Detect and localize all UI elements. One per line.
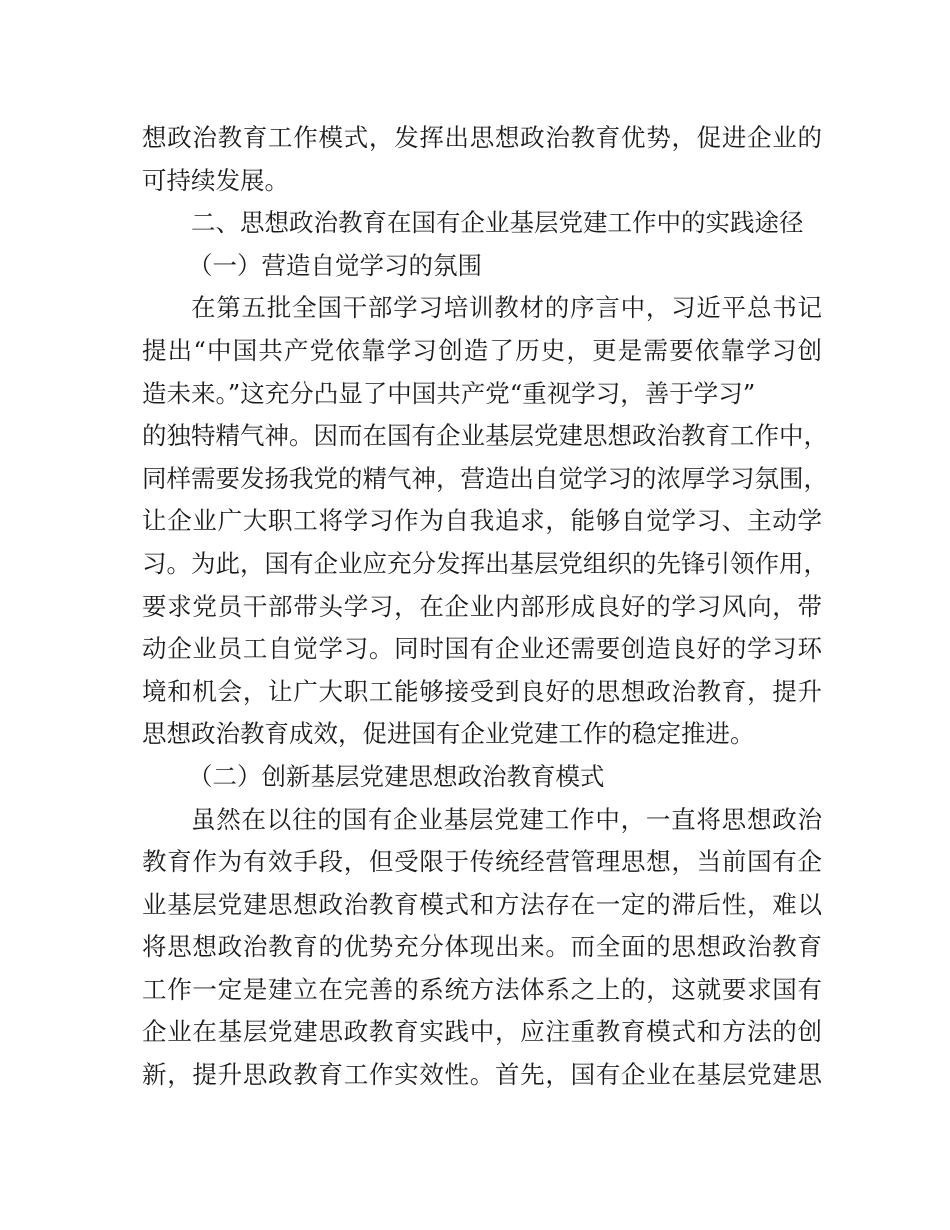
body-line: 思想政治教育成效，促进国有企业党建工作的稳定推进。 <box>142 719 755 749</box>
body-line: 的独特精气神。因而在国有企业基层党建思想政治教育工作中， <box>142 421 828 451</box>
subsection-heading: （一）营造自觉学习的氛围 <box>188 250 482 280</box>
body-line: 可持续发展。 <box>142 165 289 195</box>
body-line: 提出“中国共产党依靠学习创造了历史，更是需要依靠学习创 <box>142 335 822 365</box>
body-line: 同样需要发扬我党的精气神，营造出自觉学习的浓厚学习氛围， <box>142 463 828 493</box>
body-line: 将思想政治教育的优势充分体现出来。而全面的思想政治教育 <box>142 932 822 962</box>
body-line: 让企业广大职工将学习作为自我追求，能够自觉学习、主动学 <box>142 506 822 536</box>
body-line: 习。为此，国有企业应充分发挥出基层党组织的先锋引领作用， <box>142 548 828 578</box>
body-line: 想政治教育工作模式，发挥出思想政治教育优势，促进企业的 <box>142 123 822 152</box>
subsection-heading: （二）创新基层党建思想政治教育模式 <box>188 761 605 791</box>
body-line: 虽然在以往的国有企业基层党建工作中，一直将思想政治 <box>191 804 822 834</box>
body-line: 工作一定是建立在完善的系统方法体系之上的，这就要求国有 <box>142 974 822 1004</box>
document-body <box>142 117 828 1097</box>
body-line: 在第五批全国干部学习培训教材的序言中，习近平总书记 <box>191 293 822 323</box>
body-line: 企业在基层党建思政教育实践中，应注重教育模式和方法的创 <box>142 1017 822 1047</box>
body-line: 教育作为有效手段，但受限于传统经营管理思想，当前国有企 <box>142 847 822 877</box>
body-line: 新，提升思政教育工作实效性。首先，国有企业在基层党建思 <box>142 1060 822 1090</box>
section-heading: 二、思想政治教育在国有企业基层党建工作中的实践途径 <box>191 208 804 238</box>
body-line: 境和机会，让广大职工能够接受到良好的思想政治教育，提升 <box>142 676 822 706</box>
body-line: 业基层党建思想政治教育模式和方法存在一定的滞后性，难以 <box>142 889 822 919</box>
body-line: 造未来。”这充分凸显了中国共产党“重视学习，善于学习” <box>142 378 756 408</box>
body-line: 动企业员工自觉学习。同时国有企业还需要创造良好的学习环 <box>142 634 822 664</box>
body-line: 要求党员干部带头学习，在企业内部形成良好的学习风向，带 <box>142 591 822 621</box>
